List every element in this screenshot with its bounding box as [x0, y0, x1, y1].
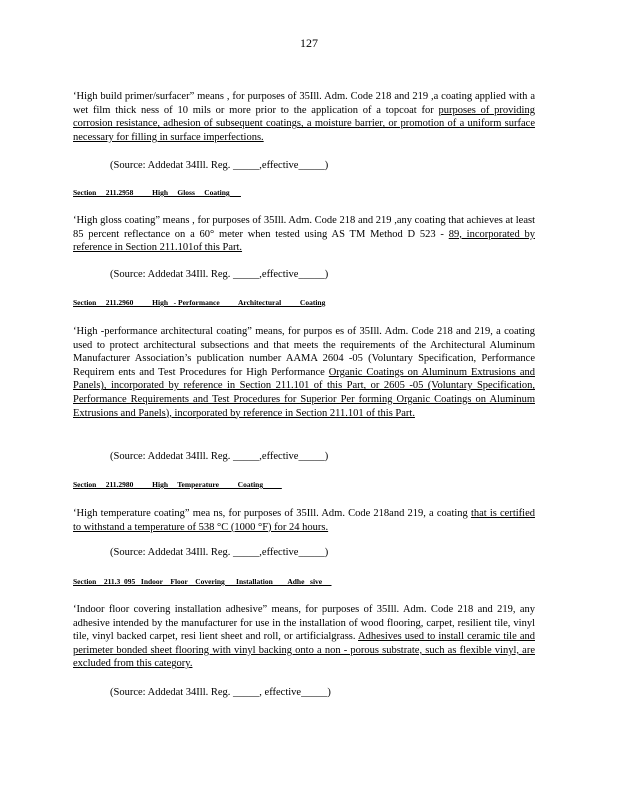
section-heading-211-2980: Section 211.2980 High Temperature Coating	[73, 480, 282, 489]
definition-text: ‘High build primer/surfacer” means , for purposes of 35Ill. Adm. Code 218 and 219 ,a coating applied with a wet film thick ness of 10 mils or more prior to the application of a topcoat for	[73, 91, 535, 116]
section-heading-211-2958: Section 211.2958 High Gloss Coating	[73, 188, 241, 197]
definition-high-build-primer	[73, 90, 535, 144]
definition-high-gloss-coating	[73, 214, 535, 255]
source-note: (Source: Addedat 34Ill. Reg. _____,effective_____)	[110, 269, 329, 280]
definition-text: ‘Indoor floor covering installation adhesive” means, for purposes of 35Ill. Adm. Code 218 and 219, any adhesive intended by the manufacturer for use in the installation of wood flooring, carpet, resilient tile, vinyl tile, vinyl backed carpet, resi lient sheet and roll, or artificialgrass.	[73, 604, 535, 643]
definition-underlined-text: that is certified to withstand a temperature of 538 °C (1000 °F) for 24 hours.	[73, 508, 535, 533]
definition-underlined-text: Adhesives used to install ceramic tile and perimeter bonded sheet flooring with vinyl backing onto a non - porous substrate, such as flexible vinyl, are excluded from this category.	[73, 631, 535, 670]
definition-underlined-text: 89, incorporated by reference in Section 211.101of this Part.	[73, 228, 535, 254]
section-heading-211-2960: Section 211.2960 High - Performance Architectural Coating	[73, 298, 326, 307]
page-number: 127	[300, 36, 318, 50]
definition-high-temperature-coating	[73, 507, 535, 534]
definition-indoor-floor-covering-adhesive	[73, 603, 535, 671]
definition-text: ‘High -performance architectural coating” means, for purpos es of 35Ill. Adm. Code 218 and 219, a coating used to protect architectural subsections and that meets the requirements of the Architectural Aluminum Manufacturer Association’s publication number AAMA 2604 -05 (Voluntary Specification, Performance Requirem ents and Test Procedures for High Performance	[73, 326, 535, 378]
source-note: (Source: Addedat 34Ill. Reg. _____,effective_____)	[110, 451, 329, 462]
definition-text: ‘High temperature coating” mea ns, for purposes of 35Ill. Adm. Code 218and 219, a coating	[73, 508, 471, 519]
definition-underlined-text: purposes of providing corrosion resistance, adhesion of subsequent coatings, a moisture barrier, or promotion of a uniform surface necessary for filling in surface imperfections.	[73, 104, 535, 143]
source-note: (Source: Addedat 34Ill. Reg. _____, effective_____)	[110, 687, 331, 698]
source-note: (Source: Addedat 34Ill. Reg. _____,effective_____)	[110, 547, 329, 558]
definition-underlined-text: Organic Coatings on Aluminum Extrusions and Panels), incorporated by reference in Section 211.101 of this Part, or 2605 -05 (Voluntary Specification, Performance Requirements and Test Procedures for Superior Per forming Organic Coatings on Aluminum Extrusions and Panels), incorporated by reference in Section 211.101 of this Part.	[73, 366, 535, 419]
definition-text: ‘High gloss coating” means , for purposes of 35Ill. Adm. Code 218 and 219 ,any coating that achieves at least 85 percent reflectance on a 60° meter when tested using AS TM Method D 523 -	[73, 215, 535, 240]
source-note: (Source: Addedat 34Ill. Reg. _____,effective_____)	[110, 160, 329, 171]
section-heading-211-3095: Section 211.3 095 Indoor Floor Covering Installation Adhe sive	[73, 577, 332, 586]
definition-high-performance-coating	[73, 325, 535, 420]
